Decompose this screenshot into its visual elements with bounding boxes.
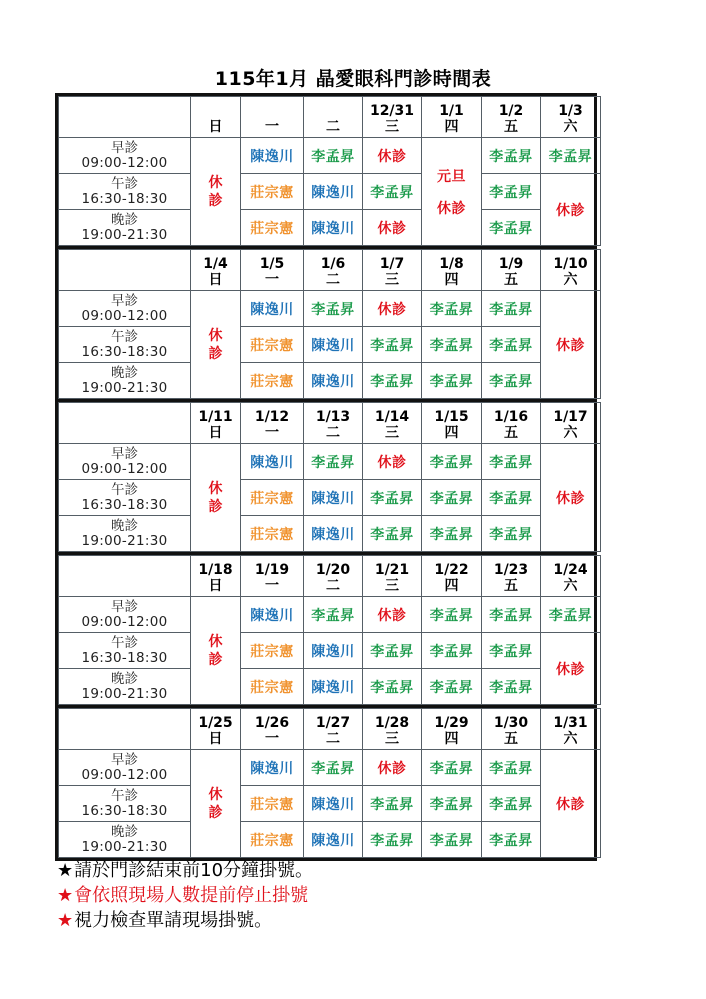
session-label-cell xyxy=(59,174,191,210)
doctor-cell: 莊宗憲 xyxy=(241,822,304,858)
date-header-cell xyxy=(191,709,241,750)
date-label: 1/4 xyxy=(203,256,228,272)
weekday-label: 六 xyxy=(563,731,578,747)
schedule-table xyxy=(55,93,597,861)
closed-text: 休 xyxy=(208,327,223,344)
session-label-cell xyxy=(59,633,191,669)
date-header-cell xyxy=(482,403,541,444)
session-label-cell xyxy=(59,210,191,246)
doctor-cell: 休診 xyxy=(363,210,422,246)
weekday-label: 五 xyxy=(504,425,518,441)
weekday-label: 二 xyxy=(326,272,340,288)
doctor-cell: 莊宗憲 xyxy=(241,669,304,705)
doctor-cell: 休診 xyxy=(363,750,422,786)
saturday-closed-cell: 休診 xyxy=(541,444,601,552)
weekday-label: 四 xyxy=(444,119,459,135)
session-name: 晚診 xyxy=(111,670,138,687)
doctor-cell: 莊宗憲 xyxy=(241,210,304,246)
doctor-cell: 李孟昇 xyxy=(363,669,422,705)
doctor-cell: 李孟昇 xyxy=(482,480,541,516)
date-header-cell xyxy=(482,556,541,597)
doctor-cell: 李孟昇 xyxy=(363,633,422,669)
doctor-cell: 李孟昇 xyxy=(482,750,541,786)
session-name: 早診 xyxy=(111,751,138,768)
doctor-cell: 李孟昇 xyxy=(482,633,541,669)
weekday-label: 二 xyxy=(326,119,340,135)
doctor-cell: 莊宗憲 xyxy=(241,480,304,516)
session-time: 16:30-18:30 xyxy=(81,343,168,360)
session-name: 晚診 xyxy=(111,364,138,381)
session-time: 09:00-12:00 xyxy=(81,307,168,324)
closed-text: 診 xyxy=(208,345,223,362)
weekday-label: 一 xyxy=(265,425,279,441)
doctor-cell: 莊宗憲 xyxy=(241,633,304,669)
doctor-cell: 李孟昇 xyxy=(422,597,482,633)
doctor-cell: 李孟昇 xyxy=(482,210,541,246)
weekday-label: 四 xyxy=(444,578,459,594)
date-label xyxy=(241,103,303,119)
doctor-cell: 李孟昇 xyxy=(422,633,482,669)
weekday-label: 三 xyxy=(385,578,399,594)
doctor-cell: 李孟昇 xyxy=(422,786,482,822)
weekday-label: 三 xyxy=(385,731,399,747)
doctor-cell: 李孟昇 xyxy=(363,174,422,210)
date-header-cell xyxy=(241,709,304,750)
week-table xyxy=(58,555,601,705)
doctor-cell: 莊宗憲 xyxy=(241,516,304,552)
date-header-cell xyxy=(191,403,241,444)
doctor-cell: 李孟昇 xyxy=(482,444,541,480)
date-label: 1/17 xyxy=(553,409,588,425)
date-header-cell xyxy=(422,250,482,291)
session-row xyxy=(59,597,601,633)
sunday-closed-cell xyxy=(191,597,241,705)
session-name: 晚診 xyxy=(111,823,138,840)
session-row xyxy=(59,786,601,822)
session-row xyxy=(59,669,601,705)
doctor-cell: 李孟昇 xyxy=(304,291,363,327)
note-text: 會依照現場人數提前停止掛號 xyxy=(74,885,309,906)
doctor-cell: 莊宗憲 xyxy=(241,786,304,822)
doctor-cell: 陳逸川 xyxy=(241,444,304,480)
date-label: 1/31 xyxy=(553,715,588,731)
doctor-cell: 李孟昇 xyxy=(482,291,541,327)
session-time: 16:30-18:30 xyxy=(81,649,168,666)
session-time: 19:00-21:30 xyxy=(81,838,168,855)
session-time: 09:00-12:00 xyxy=(81,613,168,630)
doctor-cell: 陳逸川 xyxy=(304,786,363,822)
date-header-row xyxy=(59,556,601,597)
closed-text: 休 xyxy=(208,633,223,650)
doctor-cell: 陳逸川 xyxy=(241,750,304,786)
closed-text: 休 xyxy=(208,174,223,191)
weekday-label: 一 xyxy=(265,272,279,288)
session-label-cell xyxy=(59,597,191,633)
closed-text: 診 xyxy=(208,498,223,515)
weekday-label: 日 xyxy=(208,119,223,135)
doctor-cell: 陳逸川 xyxy=(241,597,304,633)
date-header-cell xyxy=(304,709,363,750)
session-name: 午診 xyxy=(111,481,138,498)
date-label: 1/12 xyxy=(254,409,290,425)
doctor-cell: 李孟昇 xyxy=(363,480,422,516)
date-header-cell xyxy=(191,556,241,597)
date-header-cell xyxy=(304,556,363,597)
doctor-cell: 李孟昇 xyxy=(482,363,541,399)
saturday-closed-cell: 休診 xyxy=(541,174,601,246)
doctor-cell: 李孟昇 xyxy=(482,669,541,705)
doctor-cell: 陳逸川 xyxy=(304,174,363,210)
session-name: 午診 xyxy=(111,634,138,651)
date-header-cell xyxy=(241,556,304,597)
doctor-cell: 李孟昇 xyxy=(482,174,541,210)
weekday-label: 五 xyxy=(504,272,518,288)
session-row xyxy=(59,633,601,669)
session-label-cell xyxy=(59,480,191,516)
session-label-cell xyxy=(59,750,191,786)
week-table xyxy=(58,96,601,246)
closed-text: 診 xyxy=(208,804,223,821)
date-header-cell xyxy=(304,97,363,138)
note-item xyxy=(57,908,313,933)
date-header-cell xyxy=(541,250,601,291)
weekday-label: 二 xyxy=(326,578,340,594)
session-row xyxy=(59,480,601,516)
session-name: 午診 xyxy=(111,175,138,192)
doctor-cell: 李孟昇 xyxy=(482,822,541,858)
weekday-label: 四 xyxy=(444,731,459,747)
date-header-cell xyxy=(363,250,422,291)
doctor-cell: 李孟昇 xyxy=(304,750,363,786)
corner-cell xyxy=(59,97,191,138)
note-item xyxy=(57,883,313,908)
weekday-label: 二 xyxy=(326,425,340,441)
sunday-closed-cell xyxy=(191,138,241,246)
date-label: 1/11 xyxy=(198,409,233,425)
week-block xyxy=(55,246,597,399)
date-header-cell xyxy=(241,97,304,138)
notes-list xyxy=(57,858,313,933)
date-header-cell xyxy=(482,709,541,750)
weekday-label: 日 xyxy=(208,272,223,288)
date-header-cell xyxy=(191,250,241,291)
session-row xyxy=(59,750,601,786)
doctor-cell: 李孟昇 xyxy=(422,363,482,399)
session-time: 16:30-18:30 xyxy=(81,190,168,207)
weekday-label: 二 xyxy=(326,731,340,747)
weekday-label: 一 xyxy=(265,731,279,747)
doctor-cell: 莊宗憲 xyxy=(241,327,304,363)
date-label: 1/22 xyxy=(434,562,469,578)
date-header-cell xyxy=(422,97,482,138)
week-block xyxy=(55,399,597,552)
weekday-label: 五 xyxy=(504,731,518,747)
session-row xyxy=(59,291,601,327)
doctor-cell: 李孟昇 xyxy=(304,138,363,174)
date-header-cell xyxy=(541,556,601,597)
corner-cell xyxy=(59,250,191,291)
date-header-cell xyxy=(191,97,241,138)
sunday-closed-cell xyxy=(191,444,241,552)
date-label: 1/28 xyxy=(374,715,410,731)
doctor-cell: 莊宗憲 xyxy=(241,174,304,210)
date-label: 1/21 xyxy=(374,562,410,578)
week-table xyxy=(58,402,601,552)
date-header-cell xyxy=(241,403,304,444)
weekday-label: 三 xyxy=(385,119,399,135)
date-header-cell xyxy=(241,250,304,291)
date-label: 1/29 xyxy=(434,715,469,731)
doctor-cell: 李孟昇 xyxy=(304,444,363,480)
date-header-row xyxy=(59,403,601,444)
week-table xyxy=(58,249,601,399)
date-label: 1/19 xyxy=(254,562,290,578)
session-row xyxy=(59,210,601,246)
session-name: 早診 xyxy=(111,139,138,156)
weekday-label: 五 xyxy=(504,578,518,594)
doctor-cell: 莊宗憲 xyxy=(241,363,304,399)
date-header-cell xyxy=(422,403,482,444)
session-name: 午診 xyxy=(111,328,138,345)
session-row xyxy=(59,822,601,858)
date-header-cell xyxy=(304,403,363,444)
date-header-cell xyxy=(363,709,422,750)
weekday-label: 五 xyxy=(504,119,518,135)
note-item xyxy=(57,858,313,883)
session-label-cell xyxy=(59,786,191,822)
date-label: 12/31 xyxy=(369,103,415,119)
session-name: 晚診 xyxy=(111,517,138,534)
date-header-cell xyxy=(422,709,482,750)
doctor-cell: 李孟昇 xyxy=(422,327,482,363)
weekday-label: 六 xyxy=(563,119,578,135)
doctor-cell: 李孟昇 xyxy=(541,597,601,633)
date-label: 1/16 xyxy=(493,409,529,425)
date-label: 1/20 xyxy=(315,562,351,578)
doctor-cell: 陳逸川 xyxy=(304,327,363,363)
date-header-cell xyxy=(541,97,601,138)
date-header-cell xyxy=(304,250,363,291)
session-name: 晚診 xyxy=(111,211,138,228)
doctor-cell: 休診 xyxy=(363,597,422,633)
session-label-cell xyxy=(59,327,191,363)
doctor-cell: 李孟昇 xyxy=(363,786,422,822)
session-row xyxy=(59,327,601,363)
date-header-cell xyxy=(541,709,601,750)
date-label: 1/18 xyxy=(198,562,233,578)
date-label: 1/2 xyxy=(498,103,524,119)
doctor-cell: 李孟昇 xyxy=(482,516,541,552)
saturday-closed-cell: 休診 xyxy=(541,633,601,705)
saturday-closed-cell: 休診 xyxy=(541,291,601,399)
session-time: 19:00-21:30 xyxy=(81,685,168,702)
weekday-label: 一 xyxy=(265,578,279,594)
doctor-cell: 李孟昇 xyxy=(422,750,482,786)
session-row xyxy=(59,516,601,552)
doctor-cell: 李孟昇 xyxy=(482,327,541,363)
date-header-cell xyxy=(482,97,541,138)
doctor-cell: 陳逸川 xyxy=(304,516,363,552)
weekday-label: 一 xyxy=(265,119,279,135)
date-header-cell xyxy=(363,403,422,444)
star-icon: ★ xyxy=(57,885,74,906)
date-label: 1/25 xyxy=(198,715,233,731)
session-time: 19:00-21:30 xyxy=(81,532,168,549)
doctor-cell: 李孟昇 xyxy=(363,363,422,399)
date-label: 1/6 xyxy=(320,256,346,272)
date-header-cell xyxy=(482,250,541,291)
date-label: 1/8 xyxy=(439,256,464,272)
doctor-cell: 陳逸川 xyxy=(241,138,304,174)
date-header-cell xyxy=(363,556,422,597)
date-label: 1/30 xyxy=(493,715,529,731)
page-title: 115年1月 晶愛眼科門診時間表 xyxy=(214,68,492,90)
date-header-row xyxy=(59,709,601,750)
date-label: 1/1 xyxy=(439,103,464,119)
sunday-closed-cell xyxy=(191,750,241,858)
star-icon: ★ xyxy=(57,860,74,881)
holiday-closed-cell xyxy=(422,138,482,246)
doctor-cell: 陳逸川 xyxy=(304,822,363,858)
date-label: 1/23 xyxy=(493,562,529,578)
doctor-cell: 陳逸川 xyxy=(304,669,363,705)
holiday-closed-text: 休診 xyxy=(437,200,466,217)
session-label-cell xyxy=(59,363,191,399)
doctor-cell: 李孟昇 xyxy=(422,669,482,705)
date-label: 1/26 xyxy=(254,715,290,731)
closed-text: 診 xyxy=(208,192,223,209)
session-name: 早診 xyxy=(111,292,138,309)
doctor-cell: 陳逸川 xyxy=(304,210,363,246)
week-block xyxy=(55,93,597,246)
date-label: 1/24 xyxy=(553,562,588,578)
closed-text: 休 xyxy=(208,480,223,497)
date-header-cell xyxy=(541,403,601,444)
date-label: 1/14 xyxy=(374,409,410,425)
session-label-cell xyxy=(59,669,191,705)
doctor-cell: 李孟昇 xyxy=(304,597,363,633)
date-header-row xyxy=(59,97,601,138)
weekday-label: 六 xyxy=(563,425,578,441)
corner-cell xyxy=(59,709,191,750)
doctor-cell: 李孟昇 xyxy=(482,786,541,822)
session-name: 早診 xyxy=(111,445,138,462)
week-block xyxy=(55,705,597,861)
doctor-cell: 李孟昇 xyxy=(482,138,541,174)
note-text: 視力檢查單請現場掛號。 xyxy=(74,910,273,931)
doctor-cell: 李孟昇 xyxy=(363,327,422,363)
doctor-cell: 李孟昇 xyxy=(422,291,482,327)
session-row xyxy=(59,363,601,399)
doctor-cell: 李孟昇 xyxy=(363,822,422,858)
date-label xyxy=(304,103,362,119)
date-label xyxy=(191,103,240,119)
session-time: 09:00-12:00 xyxy=(81,460,168,477)
corner-cell xyxy=(59,556,191,597)
weekday-label: 六 xyxy=(563,578,578,594)
session-label-cell xyxy=(59,822,191,858)
star-icon: ★ xyxy=(57,910,74,931)
sunday-closed-cell xyxy=(191,291,241,399)
session-label-cell xyxy=(59,138,191,174)
weekday-label: 三 xyxy=(385,272,399,288)
doctor-cell: 休診 xyxy=(363,138,422,174)
date-label: 1/3 xyxy=(558,103,583,119)
session-name: 午診 xyxy=(111,787,138,804)
saturday-closed-cell: 休診 xyxy=(541,750,601,858)
doctor-cell: 陳逸川 xyxy=(241,291,304,327)
doctor-cell: 陳逸川 xyxy=(304,480,363,516)
week-block xyxy=(55,552,597,705)
week-table xyxy=(58,708,601,858)
date-label: 1/10 xyxy=(553,256,588,272)
holiday-name: 元旦 xyxy=(437,168,466,185)
date-header-row xyxy=(59,250,601,291)
session-row xyxy=(59,444,601,480)
date-label: 1/5 xyxy=(259,256,285,272)
session-time: 16:30-18:30 xyxy=(81,496,168,513)
doctor-cell: 李孟昇 xyxy=(422,822,482,858)
weekday-label: 日 xyxy=(208,578,223,594)
doctor-cell: 陳逸川 xyxy=(304,633,363,669)
date-label: 1/7 xyxy=(379,256,405,272)
weekday-label: 日 xyxy=(208,731,223,747)
doctor-cell: 李孟昇 xyxy=(422,516,482,552)
weekday-label: 日 xyxy=(208,425,223,441)
session-name: 早診 xyxy=(111,598,138,615)
date-header-cell xyxy=(363,97,422,138)
date-header-cell xyxy=(422,556,482,597)
doctor-cell: 陳逸川 xyxy=(304,363,363,399)
session-time: 19:00-21:30 xyxy=(81,379,168,396)
doctor-cell: 李孟昇 xyxy=(422,480,482,516)
doctor-cell: 李孟昇 xyxy=(541,138,601,174)
date-label: 1/9 xyxy=(498,256,524,272)
session-label-cell xyxy=(59,444,191,480)
session-time: 16:30-18:30 xyxy=(81,802,168,819)
date-label: 1/27 xyxy=(315,715,351,731)
closed-text: 診 xyxy=(208,651,223,668)
doctor-cell: 李孟昇 xyxy=(482,597,541,633)
corner-cell xyxy=(59,403,191,444)
session-time: 09:00-12:00 xyxy=(81,154,168,171)
weekday-label: 四 xyxy=(444,272,459,288)
weekday-label: 四 xyxy=(444,425,459,441)
session-label-cell xyxy=(59,516,191,552)
session-row xyxy=(59,174,601,210)
session-row xyxy=(59,138,601,174)
weekday-label: 六 xyxy=(563,272,578,288)
note-text: 請於門診結束前10分鐘掛號。 xyxy=(74,860,314,881)
doctor-cell: 李孟昇 xyxy=(422,444,482,480)
date-label: 1/15 xyxy=(434,409,469,425)
doctor-cell: 休診 xyxy=(363,291,422,327)
weekday-label: 三 xyxy=(385,425,399,441)
closed-text: 休 xyxy=(208,786,223,803)
session-time: 09:00-12:00 xyxy=(81,766,168,783)
session-label-cell xyxy=(59,291,191,327)
date-label: 1/13 xyxy=(315,409,351,425)
session-time: 19:00-21:30 xyxy=(81,226,168,243)
doctor-cell: 李孟昇 xyxy=(363,516,422,552)
doctor-cell: 休診 xyxy=(363,444,422,480)
